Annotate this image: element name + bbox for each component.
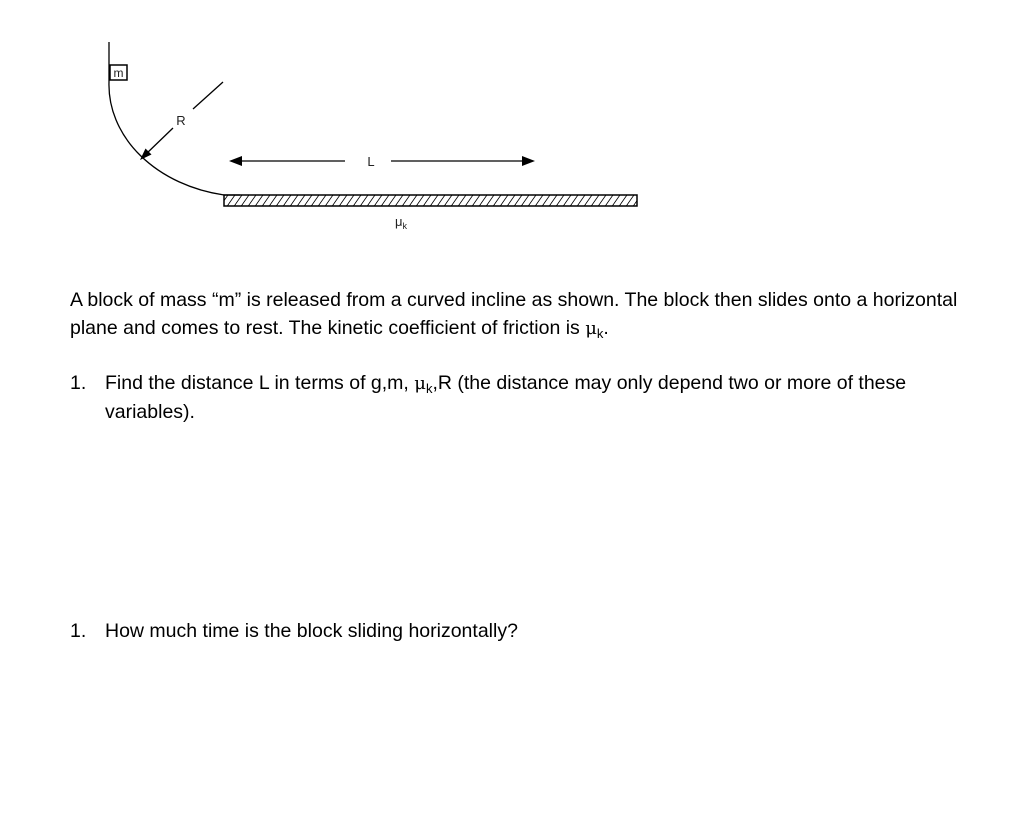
question-1 [70,369,980,426]
length-label: L [367,154,375,169]
curved-incline [109,42,240,195]
friction-label: $\mu_k$ [395,214,407,231]
question-2 [70,617,980,645]
incline-diagram [0,0,1024,260]
problem-statement: A block of mass “m” is released from a curved incline as shown. The block then slides onto a horizontal plane and comes to rest. The kinetic coefficient of friction is $\mu_k$. [70,289,958,341]
question-number: 1. [70,372,87,394]
block-label: m [113,66,124,80]
radius-label: R [176,113,186,128]
length-arrow [229,156,535,166]
horizontal-plane [224,195,637,206]
question-text: How much time is the block sliding horizontally? [105,620,518,642]
question-number: 1. [70,620,87,642]
question-text: Find the distance L in terms of g,m, $\mu_k,R$ (the distance may only depend two or more of these variables). [105,372,907,423]
